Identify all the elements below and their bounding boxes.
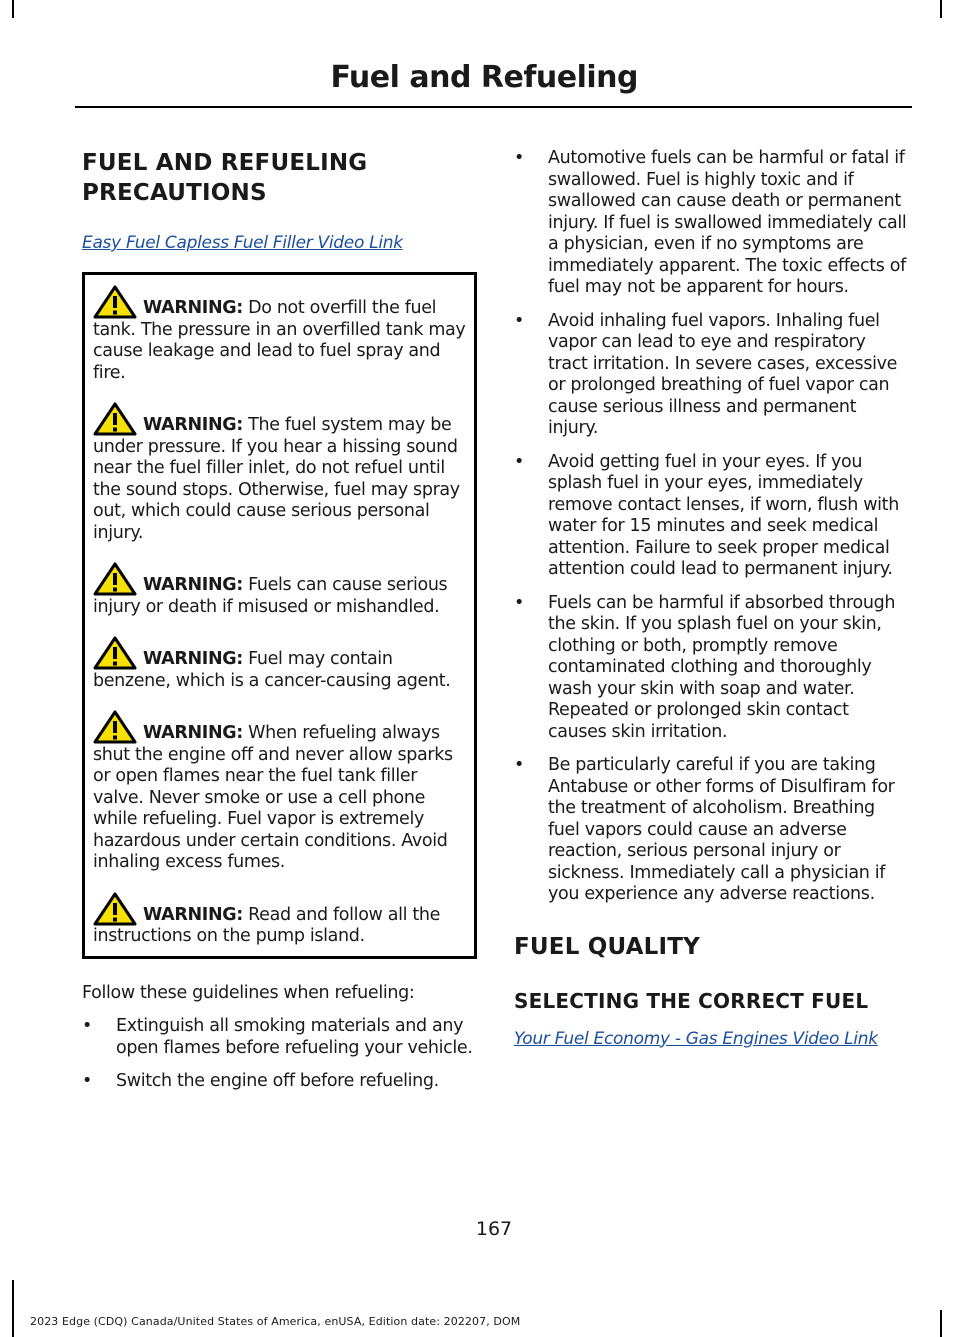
list-item: • Avoid inhaling fuel vapors. Inhaling fuel vapor can lead to eye and respiratory tract irritation. In severe cases, excessive or prolonged breathing of fuel vapor can cause serious illness and permanent injury. [514, 311, 910, 440]
warning-text: Do not overfill the fuel tank. The pressure in an overfilled tank may cause leakage and lead to fuel spray and fire. [93, 298, 466, 383]
heading-line: FUEL AND REFUELING [82, 150, 368, 176]
warning-item [93, 710, 466, 874]
guidelines-list [82, 1016, 474, 1093]
warnings-box [82, 272, 477, 959]
warning-item [93, 636, 466, 692]
warning-label: WARNING: [143, 904, 243, 925]
warning-item [93, 562, 466, 618]
warning-text: Fuels can cause serious injury or death if misused or mishandled. [93, 575, 448, 617]
right-column [514, 148, 910, 1050]
list-item: • Automotive fuels can be harmful or fatal if swallowed. Fuel is highly toxic and if swallowed can cause death or permanent injury. If fuel is swallowed immediately call a physician, even if no symptoms are immediately apparent. The toxic effects of fuel may not be apparent for hours. [514, 148, 910, 299]
crop-mark [12, 0, 14, 18]
warning-item [93, 285, 466, 384]
warning-text: Read and follow all the instructions on the pump island. [93, 904, 441, 946]
crop-mark [940, 1310, 942, 1337]
warning-text: Fuel may contain benzene, which is a cancer-causing agent. [93, 649, 451, 691]
warning-triangle-icon [93, 285, 137, 319]
section-heading-fuel-quality: FUEL QUALITY [514, 933, 701, 960]
warning-text: When refueling always shut the engine off and never allow sparks or open flames near the fuel tank filler valve. Never smoke or use a cell phone while refueling. Fuel vapor is extremely hazardous under certain conditions. Avoid inhaling excess fumes. [93, 723, 453, 872]
video-link-fuel-economy[interactable]: Your Fuel Economy - Gas Engines Video Link [514, 1028, 878, 1049]
warning-label: WARNING: [143, 415, 243, 435]
list-item: • Avoid getting fuel in your eyes. If you splash fuel in your eyes, immediately remove contact lenses, if worn, flush with water for 15 minutes and seek medical attention. Failure to seek proper medical attention could lead to permanent injury. [514, 452, 910, 581]
crop-mark [940, 0, 942, 18]
header-divider [75, 106, 912, 108]
edition-footer: 2023 Edge (CDQ) Canada/United States of America, enUSA, Edition date: 202207, DOM [30, 1315, 521, 1328]
list-item: • Extinguish all smoking materials and any open flames before refueling your vehicle. [82, 1016, 474, 1059]
left-column [82, 148, 474, 1105]
warning-item [93, 402, 466, 544]
warning-item [93, 892, 466, 948]
warning-triangle-icon [93, 710, 137, 744]
page-header-title: Fuel and Refueling [330, 60, 638, 95]
warning-label: WARNING: [143, 649, 243, 669]
warning-label: WARNING: [143, 298, 243, 318]
list-item: • Be particularly careful if you are taking Antabuse or other forms of Disulfiram for the treatment of alcoholism. Breathing fuel vapors could cause an adverse reaction, serious personal injury or sickness. Immediately call a physician if you experience any adverse reactions. [514, 755, 910, 906]
video-link-capless-filler[interactable]: Easy Fuel Capless Fuel Filler Video Link [82, 233, 403, 253]
warning-label: WARNING: [143, 723, 243, 743]
page-number: 167 [475, 1218, 513, 1240]
warning-label: WARNING: [143, 575, 243, 595]
subsection-heading-selecting-fuel: SELECTING THE CORRECT FUEL [514, 988, 869, 1013]
warning-triangle-icon [93, 636, 137, 670]
guidelines-intro: Follow these guidelines when refueling: [82, 982, 415, 1003]
warning-text: The fuel system may be under pressure. If you hear a hissing sound near the fuel filler inlet, do not refuel until the sound stops. Otherwise, fuel may spray out, which could cause serious personal injury. [93, 415, 460, 543]
warning-triangle-icon [93, 892, 137, 926]
section-heading [82, 148, 474, 208]
precautions-list [514, 148, 910, 906]
heading-line: PRECAUTIONS [82, 180, 267, 206]
warning-triangle-icon [93, 562, 137, 596]
crop-mark [12, 1280, 14, 1337]
warning-triangle-icon [93, 402, 137, 436]
list-item: • Switch the engine off before refueling. [82, 1071, 474, 1093]
list-item: • Fuels can be harmful if absorbed through the skin. If you splash fuel on your skin, clothing or both, promptly remove contaminated clothing and thoroughly wash your skin with soap and water. Repeated or prolonged skin contact causes skin irritation. [514, 593, 910, 744]
